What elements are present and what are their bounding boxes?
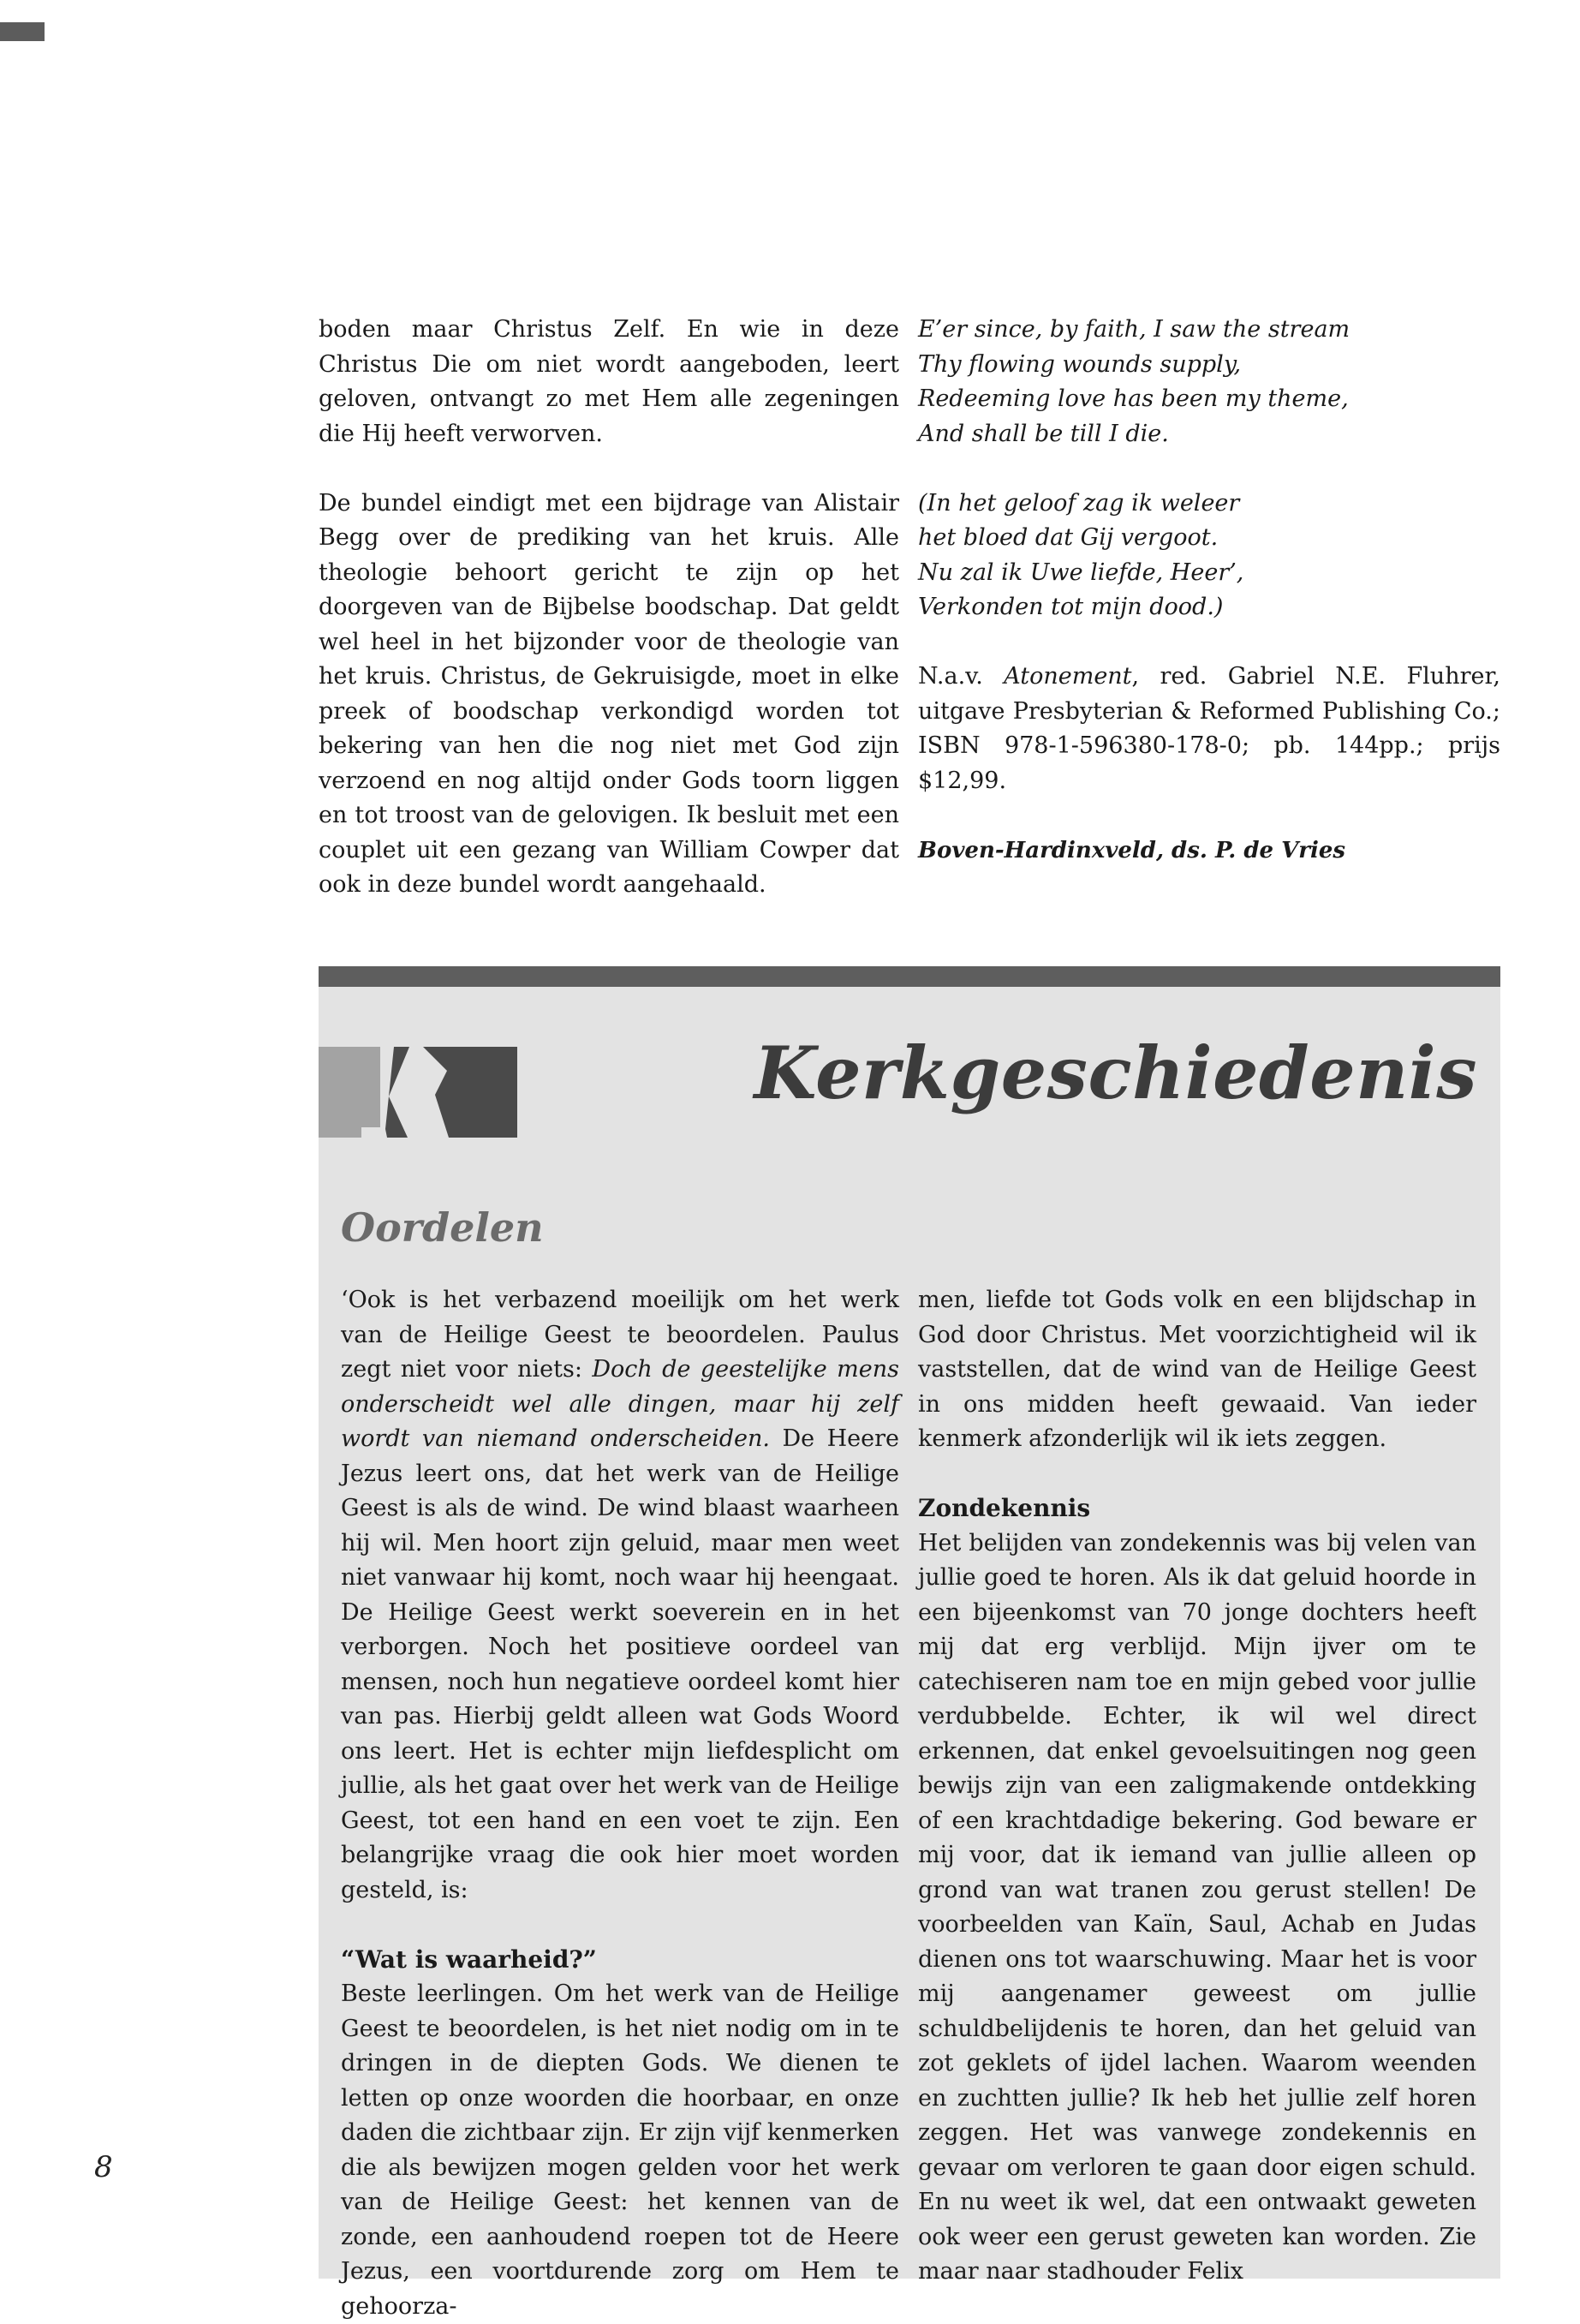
poem-line: E’er since, by faith, I saw the stream — [918, 316, 1350, 343]
poem-line: Nu zal ik Uwe liefde, Heer’, — [918, 559, 1244, 586]
poem-dutch — [918, 487, 1500, 625]
poem-english — [918, 313, 1500, 451]
section-logo-icon — [319, 1047, 517, 1138]
article-paragraph: Het belijden van zondekennis was bij velen van jullie goed te horen. Als ik dat geluid hoorde in een bijeenkomst van 70 jonge dochters heeft mij dat erg verblijd. Mijn ijver om te catechiseren nam toe en mijn gebed voor jullie verdubbelde. Echter, ik wil wel direct erkennen, dat enkel gevoelsuitingen nog geen bewijs zijn van een zaligmakende ontdekking of een krachtdadige bekering. God beware er mij voor, dat ik iemand van jullie alleen op grond van wat tranen zou gerust stellen! De voorbeelden van Kaïn, Saul, Achab en Judas dienen ons tot waarschuwing. Maar het is voor mij aangenamer geweest om jullie schuldbelijdenis te horen, dan het geluid van zot geklets of ijdel lachen. Waarom weenden en zuchtten jullie? Ik heb het jullie zelf horen zeggen. Het was vanwege zondekennis en gevaar om verloren te gaan door eigen schuld. En nu weet ik wel, dat een ontwaakt geweten ook weer een gerust geweten kan worden. Zie maar naar stadhouder Felix — [918, 1529, 1476, 2285]
poem-line: And shall be till I die. — [918, 420, 1169, 447]
bible-quote: Doch de geestelijke mens onderscheidt wel alle dingen, maar hij zelf wordt van niemand onderscheiden. — [341, 1356, 900, 1452]
poem-line: Verkonden tot mijn dood.) — [918, 594, 1224, 620]
poem-line: (In het geloof zag ik weleer — [918, 489, 1240, 517]
review-right-column — [918, 313, 1500, 868]
panel-top-bar — [319, 966, 1500, 987]
poem-line: het bloed dat Gij vergoot. — [918, 524, 1219, 551]
article-paragraph: Beste leerlingen. Om het werk van de Heilige Geest te beoordelen, is het niet nodig om in te dringen in de diepten Gods. We dienen te letten op onze woorden die hoorbaar, en onze daden die zichtbaar zijn. Er zijn vijf kenmerken die als bewijzen mogen gelden voor het werk van de Heilige Geest: het kennen van de zonde, een aanhoudend roepen tot de Heere Jezus, een voortdurende zorg om Hem te gehoorza- — [341, 1980, 899, 2320]
section-title: Kerkgeschiedenis — [754, 1031, 1477, 1115]
article-paragraph: ‘Ook is het verbazend moeilijk om het werk van de Heilige Geest te beoordelen. Paulus zegt niet voor niets: Doch de geestelijke mens onderscheidt wel alle dingen, maar hij zelf wordt van niemand onderscheiden. De Heere Jezus leert ons, dat het werk van de Heilige Geest is als de wind. De wind blaast waarheen hij wil. Men hoort zijn geluid, maar men weet niet vanwaar hij komt, noch waar hij heengaat. De Heilige Geest werkt soeverein en in het verborgen. Noch het positieve oordeel van mensen, noch hun negatieve oordeel komt hier van pas. Hierbij geldt alleen wat Gods Woord ons leert. Het is echter mijn liefdesplicht om jullie, als het gaat over het werk van de Heilige Geest, tot een hand en een voet te zijn. Een belangrijke vraag die ook hier moet worden gesteld, is: — [341, 1287, 900, 1903]
poem-line: Redeeming love has been my theme, — [918, 385, 1349, 412]
book-citation: N.a.v. Atonement, red. Gabriel N.E. Fluhrer, uitgave Presbyterian & Reformed Publishing Co.; ISBN 978-1-596380-178-0; pb. 144pp.; prijs $12,99. — [918, 663, 1500, 794]
page-number: 8 — [94, 2150, 113, 2184]
article-right-column — [918, 1283, 1476, 2290]
article-left-column — [341, 1283, 899, 2324]
subheading: “Wat is waarheid?” — [341, 1945, 597, 1974]
book-title: Atonement — [1004, 663, 1132, 690]
poem-line: Thy flowing wounds supply, — [918, 350, 1242, 378]
review-signature: Boven-Hardinxveld, ds. P. de Vries — [918, 837, 1346, 863]
corner-mark — [0, 22, 45, 41]
review-left-column — [319, 313, 899, 903]
subheading: Zondekennis — [918, 1494, 1091, 1522]
article-title: Oordelen — [341, 1204, 544, 1251]
review-paragraph: boden maar Christus Zelf. En wie in deze Christus Die om niet wordt aangeboden, leert geloven, ontvangt zo met Hem alle zegeningen die Hij heeft verworven. — [319, 316, 899, 447]
article-paragraph: men, liefde tot Gods volk en een blijdschap in God door Christus. Met voorzichtigheid wil ik vaststellen, dat de wind van de Heilige Geest in ons midden heeft gewaaid. Van ieder kenmerk afzonderlijk wil ik iets zeggen. — [918, 1287, 1476, 1452]
review-paragraph: De bundel eindigt met een bijdrage van Alistair Begg over de prediking van het kruis. Alle theologie behoort gericht te zijn op het doorgeven van de Bijbelse boodschap. Dat geldt wel heel in het bijzonder voor de theologie van het kruis. Christus, de Gekruisigde, moet in elke preek of boodschap verkondigd worden tot bekering van hen die nog niet met God zijn verzoend en nog altijd onder Gods toorn liggen en tot troost van de gelovigen. Ik besluit met een couplet uit een gezang van William Cowper dat ook in deze bundel wordt aangehaald. — [319, 489, 899, 898]
